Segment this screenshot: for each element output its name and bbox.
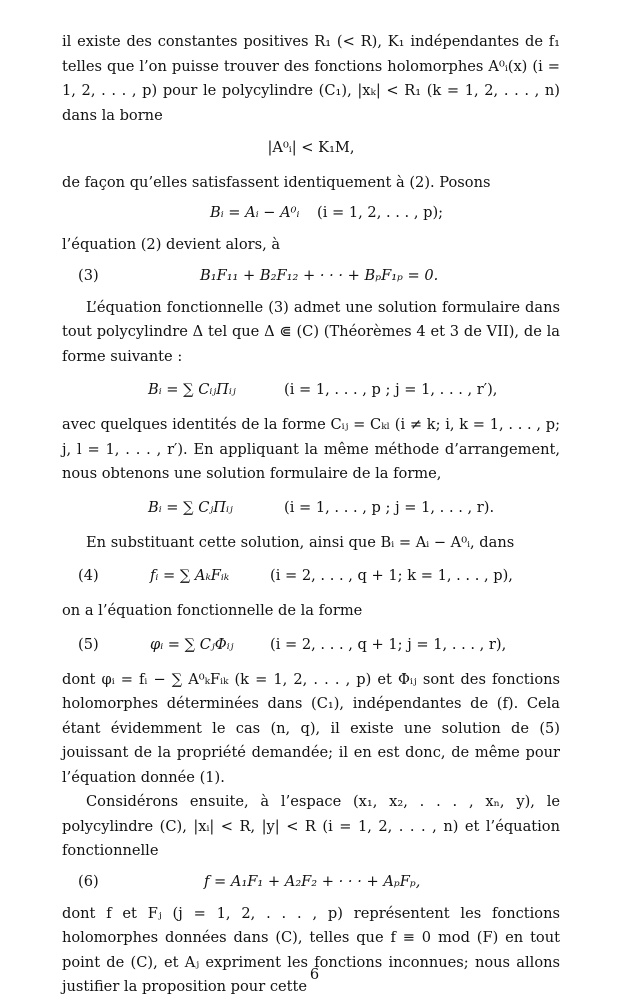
equation-condition: (i = 1, . . . , p ; j = 1, . . . , r′), bbox=[284, 381, 498, 398]
equation-3 bbox=[62, 260, 560, 294]
equation-formula: B₁F₁₁ + B₂F₁₂ + · · · + BₚF₁ₚ = 0. bbox=[200, 266, 439, 284]
equation-number: (3) bbox=[78, 266, 99, 284]
equation-formula: Bᵢ = ∑ CⱼΠᵢⱼ bbox=[148, 498, 233, 516]
equation-bound: |A⁰ᵢ| < K₁M, bbox=[267, 139, 355, 156]
equation-6 bbox=[62, 866, 560, 900]
equation-formula: f = A₁F₁ + A₂F₂ + · · · + AₚFₚ, bbox=[204, 872, 421, 890]
page-body bbox=[62, 30, 560, 1000]
paragraph-8: dont φᵢ = fᵢ − ∑ A⁰ₖFᵢₖ (k = 1, 2, . . . , p) et Φᵢⱼ sont des fonctions holomorphes déterminées dans (C₁), indépendantes de (f). Cela étant évidemment le cas (n, q), il existe une solution de (5) jouissant de la propriété demandée; il en est donc, de même pour l’équation donnée (1). bbox=[62, 670, 560, 786]
equation-number: (4) bbox=[78, 567, 99, 584]
paragraph-2: de façon qu’elles satisfassent identiquement à (2). Posons bbox=[62, 173, 491, 191]
page-number: 6 bbox=[309, 966, 320, 983]
equation-formula: φᵢ = ∑ CⱼΦᵢⱼ bbox=[150, 635, 234, 653]
equation-condition: (i = 2, . . . , q + 1; j = 1, . . . , r), bbox=[270, 635, 507, 653]
paragraph-4: L’équation fonctionnelle (3) admet une solution formulaire dans tout polycylindre Δ tel que Δ ⋐ (C) (Théorèmes 4 et 3 de VII), de la forme suivante : bbox=[62, 298, 560, 365]
paragraph-5: avec quelques identités de la forme Cᵢⱼ = Cₖₗ (i ≠ k; i, k = 1, . . . , p; j, l = 1, . . . , r′). En appliquant la même méthode d’arrangement, nous obtenons une solution formulaire de la forme, bbox=[62, 416, 560, 482]
equation-number: (6) bbox=[78, 872, 99, 890]
equation-formula: Bᵢ = ∑ CᵢⱼΠᵢⱼ bbox=[148, 381, 236, 398]
equation-condition: (i = 1, . . . , p ; j = 1, . . . , r). bbox=[284, 498, 495, 516]
equation-solution-1 bbox=[62, 371, 560, 411]
paragraph-3: l’équation (2) devient alors, à bbox=[62, 236, 281, 253]
equation-solution-2 bbox=[62, 489, 560, 529]
equation-B-definition bbox=[62, 197, 560, 231]
equation-number: (5) bbox=[78, 635, 99, 653]
paragraph-10: dont f et Fⱼ (j = 1, 2, . . . , p) représentent les fonctions holomorphes données dans (C), telles que f ≡ 0 mod (F) en tout point de (C), et Aⱼ expriment les fonctions inconnues; nous allons justifier la proposition pour cette bbox=[62, 904, 560, 995]
paragraph-6: En substituant cette solution, ainsi que Bᵢ = Aᵢ − A⁰ᵢ, dans bbox=[86, 533, 515, 551]
equation-formula: Bᵢ = Aᵢ − A⁰ᵢ bbox=[210, 204, 300, 221]
equation-condition: (i = 1, 2, . . . , p); bbox=[317, 204, 444, 221]
paragraph-7: on a l’équation fonctionnelle de la forme bbox=[62, 602, 363, 619]
equation-5 bbox=[62, 626, 560, 666]
equation-4 bbox=[62, 557, 560, 597]
paragraph-1: il existe des constantes positives R₁ (< R), K₁ indépendantes de f₁ telles que l’on puisse trouver des fonctions holomorphes A⁰ᵢ(x) (i = 1, 2, . . . , p) pour le polycylindre (C₁), |xₖ| < R₁ (k = 1, 2, . . . , n) dans la borne bbox=[62, 33, 560, 124]
paragraph-9: Considérons ensuite, à l’espace (x₁, x₂, . . . , xₙ, y), le polycylindre (C), |xᵢ| < R, |y| < R (i = 1, 2, . . . , n) et l’équation fonctionnelle bbox=[62, 793, 560, 859]
equation-condition: (i = 2, . . . , q + 1; k = 1, . . . , p), bbox=[270, 567, 513, 584]
equation-formula: fᵢ = ∑ AₖFᵢₖ bbox=[150, 567, 230, 584]
